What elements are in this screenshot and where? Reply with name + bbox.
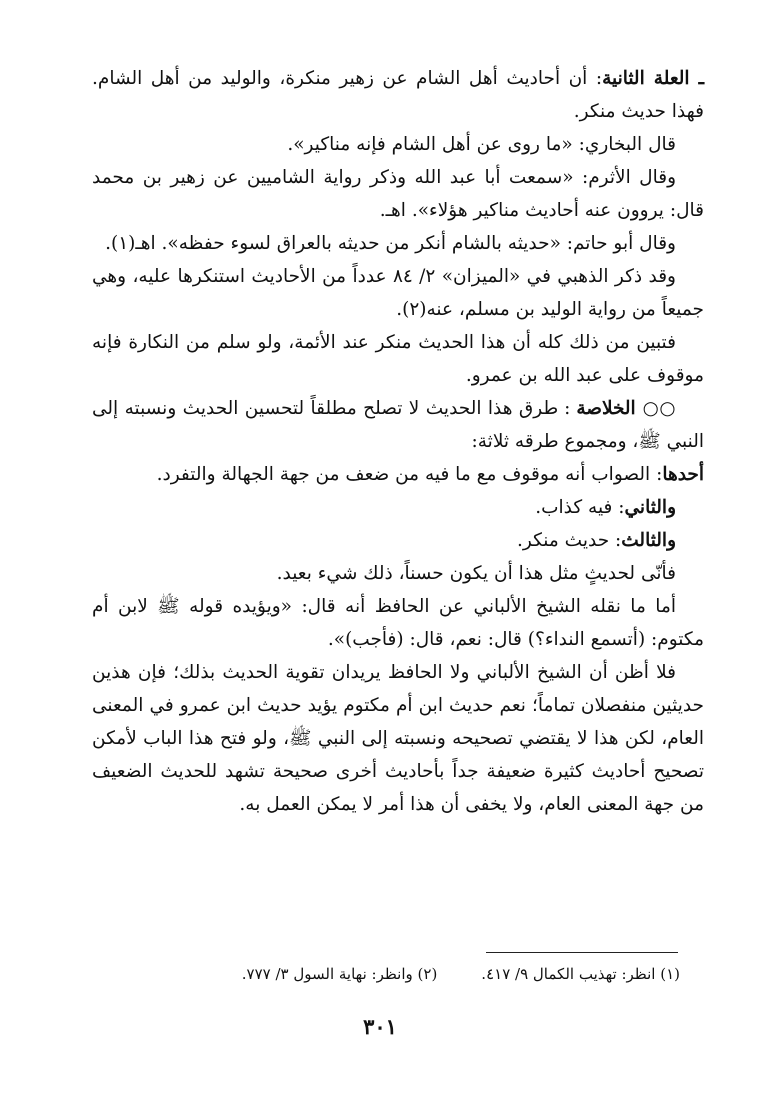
paragraph-third-way (92, 524, 704, 557)
paragraph-summary (92, 392, 704, 458)
paragraph-6-text: فتبين من ذلك كله أن هذا الحديث منكر عند الأئمة، ولو سلم من النكارة فإنه موقوف على عبد الله بن عمرو. (92, 332, 704, 386)
summary-text: : طرق هذا الحديث لا تصلح مطلقاً لتحسين الحديث ونسبته إلى النبي ﷺ، ومجموع طرقه ثلاثة: (92, 398, 704, 452)
paragraph-11 (92, 557, 704, 590)
paragraph-3-text: وقال الأثرم: «سمعت أبا عبد الله وذكر رواية الشاميين عن زهير بن محمد قال: يروون عنه أحاديث مناكير هؤلاء». اهـ. (92, 167, 704, 221)
paragraph-second-way (92, 491, 704, 524)
paragraph-3 (92, 161, 704, 227)
footnote-2: (٢) وانظر: نهاية السول ٣/ ٧٧٧. (241, 965, 438, 983)
summary-lead: ○○ الخلاصة (576, 398, 676, 419)
footnote-divider (486, 952, 678, 953)
second-way-text: : فيه كذاب. (535, 497, 625, 518)
second-way-lead: والثاني (624, 497, 676, 518)
first-way-lead: أحدها (662, 464, 704, 485)
third-way-lead: والثالث (621, 530, 676, 551)
paragraph-4-text: وقال أبو حاتم: «حديثه بالشام أنكر من حديثه بالعراق لسوء حفظه». اهـ(١). (105, 233, 676, 254)
footnotes (80, 962, 680, 986)
paragraph-first-way (92, 458, 704, 491)
paragraph-13 (92, 656, 704, 821)
paragraph-1 (92, 62, 704, 128)
paragraph-13-text: فلا أظن أن الشيخ الألباني ولا الحافظ يريدان تقوية الحديث بذلك؛ فإن هذين حديثين منفصلان تماماً؛ نعم حديث ابن أم مكتوم يؤيد حديث ابن عمرو في المعنى العام، لكن هذا لا يقتضي تصحيحه ونسبته إلى النبي ﷺ، ولو فتح هذا الباب لأمكن تصحيح أحاديث كثيرة ضعيفة جداً بأحاديث أخرى صحيحة تشهد للحديث الضعيف من جهة المعنى العام، ولا يخفى أن هذا أمر لا يمكن العمل به. (92, 662, 704, 815)
page-number: ٣٠١ (363, 1014, 397, 1039)
paragraph-1-lead: ـ العلة الثانية (602, 68, 704, 89)
paragraph-11-text: فأنّى لحديثٍ مثل هذا أن يكون حسناً، ذلك شيء بعيد. (276, 563, 676, 584)
paragraph-5 (92, 260, 704, 326)
paragraph-6 (92, 326, 704, 392)
first-way-text: : الصواب أنه موقوف مع ما فيه من ضعف من جهة الجهالة والتفرد. (156, 464, 663, 485)
paragraph-5-text: وقد ذكر الذهبي في «الميزان» ٢/ ٨٤ عدداً من الأحاديث استنكرها عليه، وهي جميعاً من رواية الوليد بن مسلم، عنه(٢). (92, 266, 704, 320)
paragraph-12 (92, 590, 704, 656)
third-way-text: : حديث منكر. (517, 530, 622, 551)
page-body (92, 62, 704, 821)
paragraph-2 (92, 128, 704, 161)
footnote-1: (١) انظر: تهذيب الكمال ٩/ ٤١٧. (481, 965, 680, 983)
paragraph-4 (92, 227, 704, 260)
paragraph-2-text: قال البخاري: «ما روى عن أهل الشام فإنه مناكير». (287, 134, 676, 155)
paragraph-12-text: أما ما نقله الشيخ الألباني عن الحافظ أنه قال: «ويؤيده قوله ﷺ لابن أم مكتوم: (أتسمع النداء؟) قال: نعم، قال: (فأجب)». (92, 596, 704, 650)
paragraph-1-text: : أن أحاديث أهل الشام عن زهير منكرة، والوليد من أهل الشام. فهذا حديث منكر. (92, 68, 704, 122)
